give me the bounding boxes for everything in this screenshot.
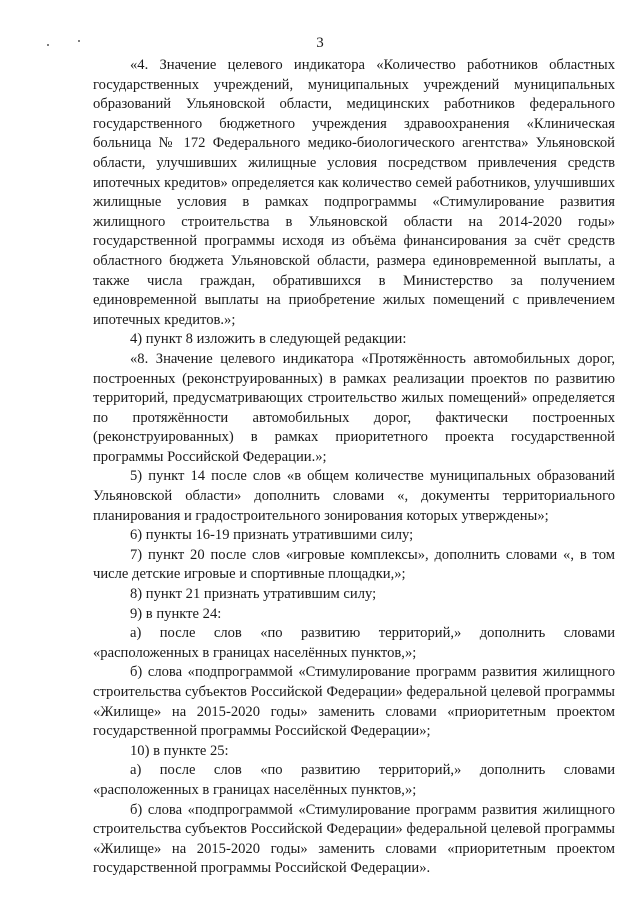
page-number: 3 [316, 35, 324, 51]
paragraph-item-9a: а) после слов «по развитию территорий,» дополнить словами «расположенных в границах населённых пунктов,»; [93, 625, 615, 661]
paragraph-item-10a: а) после слов «по развитию территорий,» дополнить словами «расположенных в границах населённых пунктов,»; [93, 762, 615, 798]
paragraph-item-5: 5) пункт 14 после слов «в общем количестве муниципальных образований Ульяновской области» дополнить словами «, документы территориального планирования и градостроительного зонирования которых утверждены»; [93, 468, 615, 524]
paragraph-item-8: 8) пункт 21 признать утратившим силу; [130, 586, 377, 603]
paragraph-item-9b: б) слова «подпрограммой «Стимулирование программ развития жилищного строительства субъектов Российской Федерации» федеральной целевой программы «Жилище» на 2015-2020 годы» заменить словами «приоритетным проектом государственной программы Российской Федерации»; [93, 664, 615, 740]
paragraph-indicator-4: «4. Значение целевого индикатора «Количество работников областных государственных учреждений, муниципальных учреждений муниципальных образований Ульяновской области, медицинских работников федерального государственного бюджетного учреждения здравоохранения «Клиническая больница № 172 Федерального медико-биологического агентства» Ульяновской области, улучшивших жилищные условия посредством привлечения средств ипотечных кредитов» определяется как количество семей работников, улучшивших жилищные условия в рамках подпрограммы «Стимулирование развития жилищного строительства в Ульяновской области на 2014-2020 годы» государственной программы исходя из объёма финансирования за счёт средств областного бюджета Ульяновской области, размера единовременной выплаты, а также числа граждан, обратившихся в Министерство за получением единовременной выплаты на приобретение жилых помещений с привлечением ипотечных кредитов.»; [93, 57, 615, 328]
paragraph-item-10b: б) слова «подпрограммой «Стимулирование программ развития жилищного строительства субъектов Российской Федерации» федеральной целевой программы «Жилище» на 2015-2020 годы» заменить словами «приоритетным проектом государственной программы Российской Федерации». [93, 801, 615, 877]
paragraph-item-10: 10) в пункте 25: [130, 742, 229, 759]
paragraph-indicator-8: «8. Значение целевого индикатора «Протяжённость автомобильных дорог, построенных (реконструированных) в рамках реализации проектов по развитию территорий, предусматривающих строительство жилых помещений» определяется по протяжённости автомобильных дорог, фактически построенных (реконструированных) в рамках приоритетного проекта государственной программы Российской Федерации.»; [93, 350, 615, 465]
document-body [93, 56, 615, 879]
paragraph-item-9: 9) в пункте 24: [130, 605, 222, 622]
paragraph-item-6: 6) пункты 16-19 признать утратившими силу; [130, 527, 414, 544]
paragraph-item-7: 7) пункт 20 после слов «игровые комплексы», дополнить словами «, в том числе детские игровые и спортивные площадки,»; [93, 546, 615, 583]
paragraph-item-4: 4) пункт 8 изложить в следующей редакции: [130, 331, 407, 348]
